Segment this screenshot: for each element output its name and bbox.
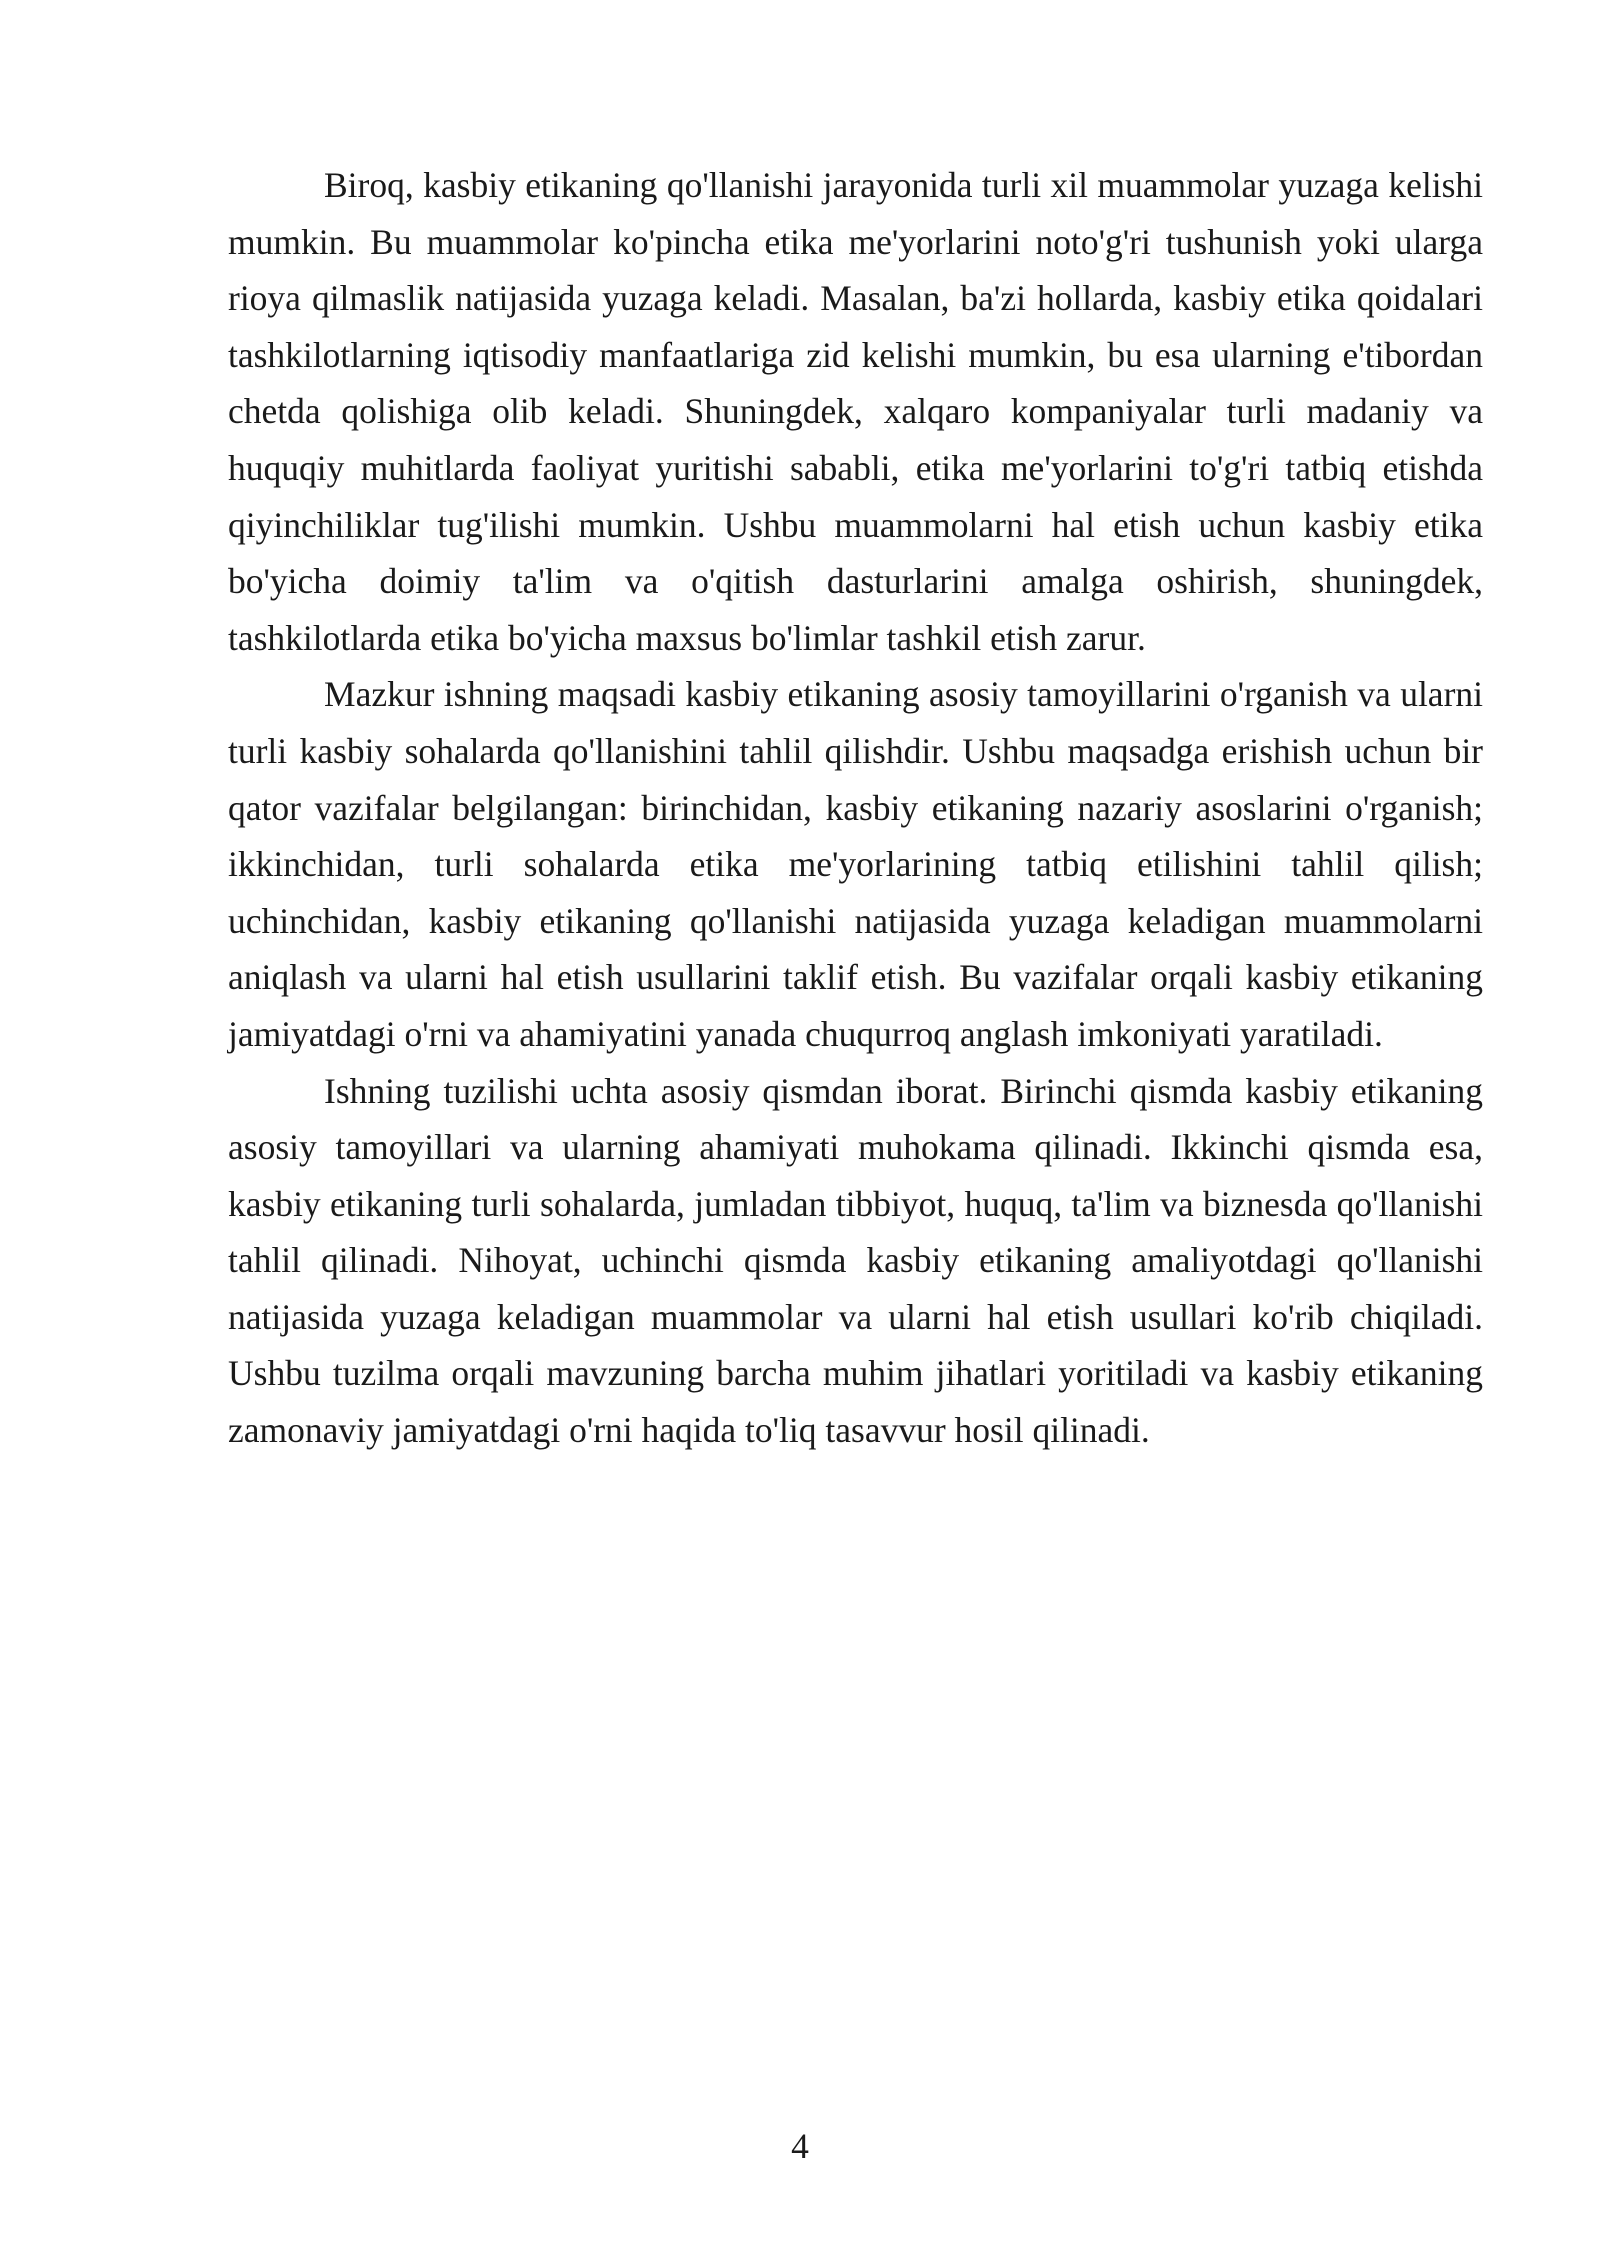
paragraph-1: Biroq, kasbiy etikaning qo'llanishi jarayonida turli xil muammolar yuzaga kelishi mumkin. Bu muammolar ko'pincha etika me'yorlarini noto'g'ri tushunish yoki ularga rioya qilmaslik natijasida yuzaga keladi. Masalan, ba'zi hollarda, kasbiy etika qoidalari tashkilotlarning iqtisodiy manfaatlariga zid kelishi mumkin, bu esa ularning e'tibordan chetda qolishiga olib keladi. Shuningdek, xalqaro kompaniyalar turli madaniy va huquqiy muhitlarda faoliyat yuritishi sababli, etika me'yorlarini to'g'ri tatbiq etishda qiyinchiliklar tug'ilishi mumkin. Ushbu muammolarni hal etish uchun kasbiy etika bo'yicha doimiy ta'lim va o'qitish dasturlarini amalga oshirish, shuningdek, tashkilotlarda etika bo'yicha maxsus bo'limlar tashkil etish zarur. [228, 165, 1483, 658]
page-number: 4 [791, 2126, 809, 2166]
paragraph-2: Mazkur ishning maqsadi kasbiy etikaning asosiy tamoyillarini o'rganish va ularni turli kasbiy sohalarda qo'llanishini tahlil qilishdir. Ushbu maqsadga erishish uchun bir qator vazifalar belgilangan: birinchidan, kasbiy etikaning nazariy asoslarini o'rganish; ikkinchidan, turli sohalarda etika me'yorlarining tatbiq etilishini tahlil qilish; uchinchidan, kasbiy etikaning qo'llanishi natijasida yuzaga keladigan muammolarni aniqlash va ularni hal etish usullarini taklif etish. Bu vazifalar orqali kasbiy etikaning jamiyatdagi o'rni va ahamiyatini yanada chuqurroq anglash imkoniyati yaratiladi. [228, 674, 1483, 1054]
body-text [228, 157, 1483, 1459]
paragraph-3: Ishning tuzilishi uchta asosiy qismdan iborat. Birinchi qismda kasbiy etikaning asosiy tamoyillari va ularning ahamiyati muhokama qilinadi. Ikkinchi qismda esa, kasbiy etikaning turli sohalarda, jumladan tibbiyot, huquq, ta'lim va biznesda qo'llanishi tahlil qilinadi. Nihoyat, uchinchi qismda kasbiy etikaning amaliyotdagi qo'llanishi natijasida yuzaga keladigan muammolar va ularni hal etish usullari ko'rib chiqiladi. Ushbu tuzilma orqali mavzuning barcha muhim jihatlari yoritiladi va kasbiy etikaning zamonaviy jamiyatdagi o'rni haqida to'liq tasavvur hosil qilinadi. [228, 1070, 1483, 1451]
